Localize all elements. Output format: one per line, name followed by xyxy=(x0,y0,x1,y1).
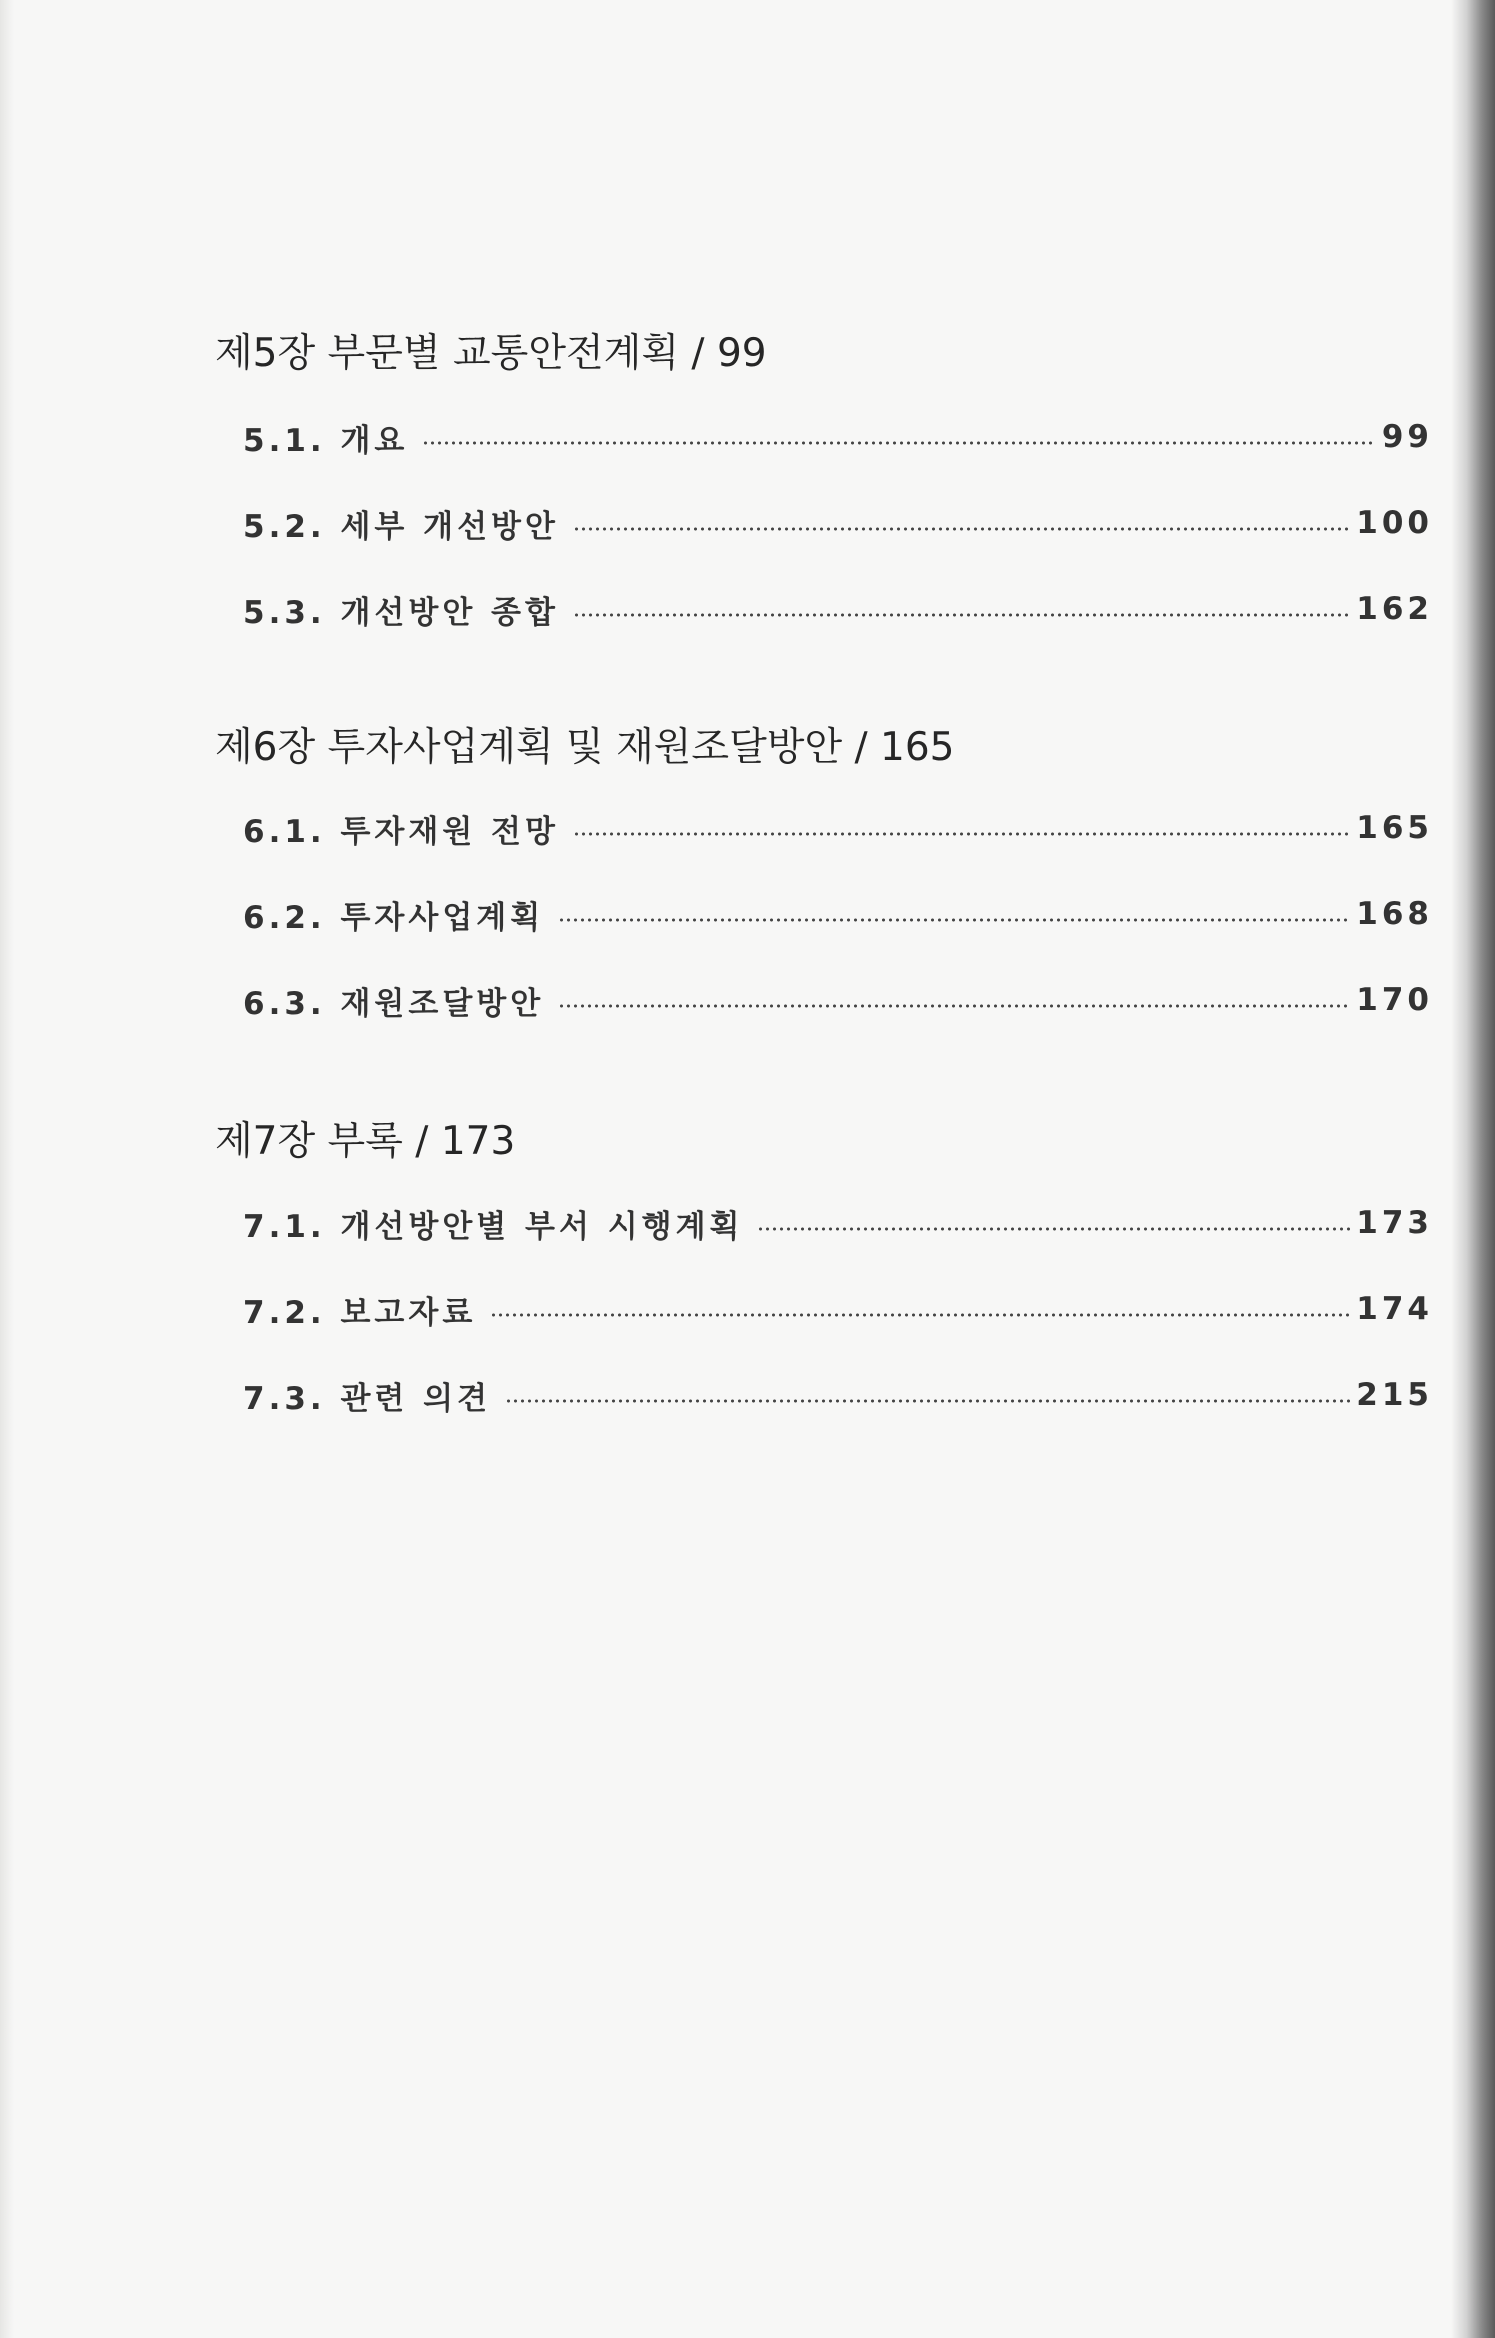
toc-entry-page: 165 xyxy=(1356,810,1433,846)
toc-entry-label: 6.1. 투자재원 전망 xyxy=(243,813,559,850)
dot-leader xyxy=(558,1004,1350,1008)
toc-entry-7-2 xyxy=(243,1287,1433,1331)
toc-entry-page: 170 xyxy=(1356,982,1433,1018)
toc-entry-6-1 xyxy=(243,806,1433,850)
dot-leader xyxy=(573,613,1350,617)
toc-entry-7-1 xyxy=(243,1201,1433,1245)
toc-entry-label: 6.2. 투자사업계획 xyxy=(243,899,545,936)
toc-entry-5-2 xyxy=(243,501,1433,545)
toc-entry-label: 7.2. 보고자료 xyxy=(243,1294,477,1331)
dot-leader xyxy=(573,832,1350,836)
dot-leader xyxy=(757,1227,1350,1231)
toc-entry-page: 215 xyxy=(1356,1377,1433,1413)
toc-entry-label: 5.3. 개선방안 종합 xyxy=(243,594,559,631)
toc-entry-label: 5.2. 세부 개선방안 xyxy=(243,508,559,545)
toc-entry-label: 5.1. 개요 xyxy=(243,422,409,459)
toc-entry-page: 99 xyxy=(1381,419,1433,455)
toc-entry-label: 7.1. 개선방안별 부서 시행계획 xyxy=(243,1208,744,1245)
toc-entry-6-2 xyxy=(243,892,1433,936)
dot-leader xyxy=(422,441,1375,445)
toc-entry-label: 7.3. 관련 의견 xyxy=(243,1380,492,1417)
toc-entry-label: 6.3. 재원조달방안 xyxy=(243,985,545,1022)
toc-entry-5-1 xyxy=(243,415,1433,459)
chapter-7-title: 제7장 부록 / 173 xyxy=(215,1119,516,1164)
dot-leader xyxy=(573,527,1350,531)
toc-entry-6-3 xyxy=(243,978,1433,1022)
dot-leader xyxy=(558,918,1350,922)
toc-entry-7-3 xyxy=(243,1373,1433,1417)
toc-entry-page: 173 xyxy=(1356,1205,1433,1241)
page-binding-shadow xyxy=(1451,0,1495,2338)
chapter-5-title: 제5장 부문별 교통안전계획 / 99 xyxy=(215,331,767,376)
toc-entry-page: 162 xyxy=(1356,591,1433,627)
dot-leader xyxy=(505,1399,1350,1403)
page-left-edge xyxy=(0,0,14,2338)
toc-entry-page: 100 xyxy=(1356,505,1433,541)
dot-leader xyxy=(490,1313,1350,1317)
toc-entry-5-3 xyxy=(243,587,1433,631)
toc-entry-page: 168 xyxy=(1356,896,1433,932)
toc-entry-page: 174 xyxy=(1356,1291,1433,1327)
chapter-6-title: 제6장 투자사업계획 및 재원조달방안 / 165 xyxy=(215,725,955,770)
